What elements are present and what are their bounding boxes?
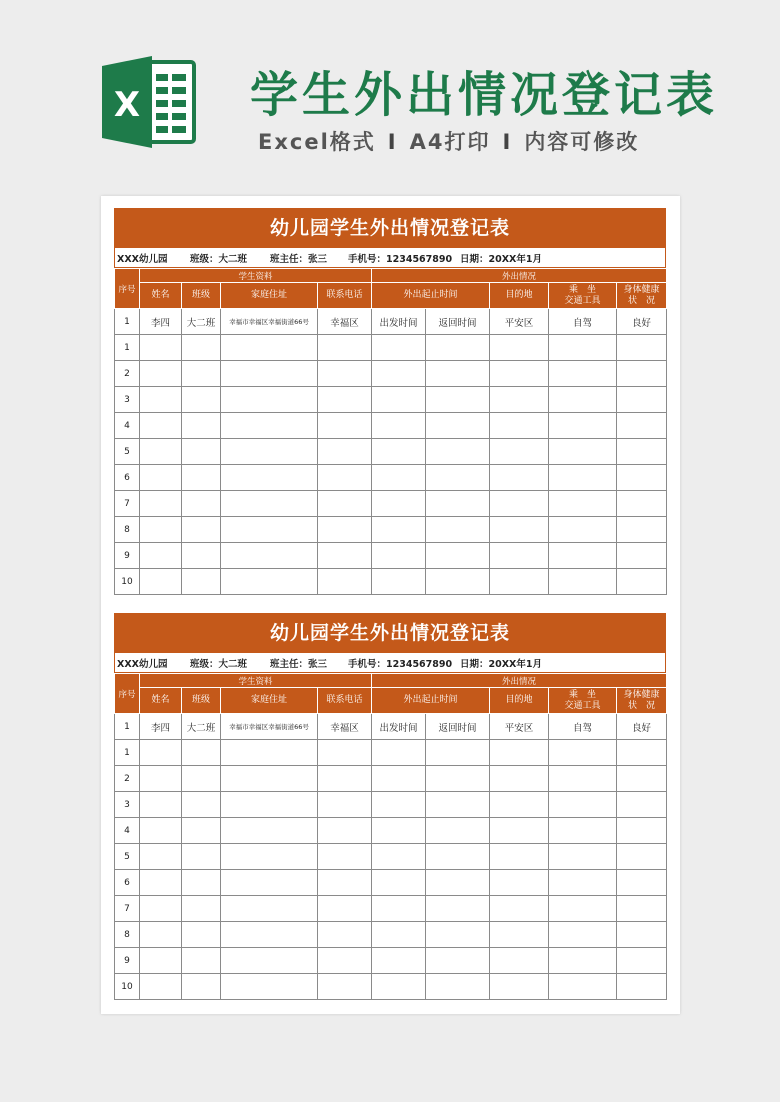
- register-sheet: [114, 208, 666, 595]
- cell-transport[interactable]: [549, 335, 617, 361]
- cell-destination[interactable]: [490, 740, 549, 766]
- school-name: XXX幼儿园: [117, 254, 168, 265]
- cell-transport[interactable]: 自驾: [549, 309, 617, 335]
- table-row: [115, 543, 667, 569]
- cell-destination[interactable]: [490, 766, 549, 792]
- cell-depart-time[interactable]: [372, 792, 426, 818]
- header-row: [115, 688, 667, 714]
- cell-return-time[interactable]: [426, 766, 490, 792]
- row-seq: 9: [115, 543, 140, 569]
- header-address: 家庭住址: [221, 688, 318, 714]
- table-row: [115, 361, 667, 387]
- class-info: 班级：大二班: [190, 254, 248, 265]
- cell-destination[interactable]: [490, 844, 549, 870]
- cell-depart-time[interactable]: [372, 896, 426, 922]
- cell-name[interactable]: [140, 569, 182, 595]
- cell-contact[interactable]: [318, 413, 372, 439]
- cell-depart-time[interactable]: [372, 844, 426, 870]
- cell-contact[interactable]: [318, 439, 372, 465]
- header-address: 家庭住址: [221, 283, 318, 309]
- row-seq: 5: [115, 439, 140, 465]
- cell-name[interactable]: [140, 896, 182, 922]
- cell-return-time[interactable]: [426, 465, 490, 491]
- cell-address[interactable]: [221, 922, 318, 948]
- cell-return-time[interactable]: [426, 974, 490, 1000]
- row-seq: 2: [115, 361, 140, 387]
- cell-contact[interactable]: [318, 543, 372, 569]
- cell-depart-time[interactable]: [372, 569, 426, 595]
- editable-label: 内容可修改: [524, 130, 640, 154]
- cell-health[interactable]: [617, 439, 667, 465]
- cell-class[interactable]: [182, 335, 221, 361]
- cell-contact[interactable]: [318, 896, 372, 922]
- header-health: 身体健康 状 况: [617, 688, 667, 714]
- table-row: [115, 465, 667, 491]
- cell-transport[interactable]: [549, 974, 617, 1000]
- row-seq: 9: [115, 948, 140, 974]
- cell-depart-time[interactable]: [372, 974, 426, 1000]
- cell-address[interactable]: [221, 335, 318, 361]
- cell-destination[interactable]: [490, 948, 549, 974]
- table-row: [115, 517, 667, 543]
- cell-destination[interactable]: [490, 439, 549, 465]
- cell-health[interactable]: [617, 896, 667, 922]
- cell-class[interactable]: [182, 517, 221, 543]
- header-name: 姓名: [140, 688, 182, 714]
- cell-class[interactable]: [182, 387, 221, 413]
- row-seq: 3: [115, 387, 140, 413]
- cell-class[interactable]: [182, 465, 221, 491]
- cell-destination[interactable]: [490, 465, 549, 491]
- cell-contact[interactable]: [318, 844, 372, 870]
- cell-contact[interactable]: [318, 361, 372, 387]
- register-table: [114, 268, 667, 595]
- cell-address[interactable]: [221, 439, 318, 465]
- cell-depart-time[interactable]: [372, 439, 426, 465]
- cell-contact[interactable]: [318, 792, 372, 818]
- banner-title: 学生外出情况登记表: [250, 67, 719, 123]
- cell-destination[interactable]: [490, 569, 549, 595]
- table-row: [115, 870, 667, 896]
- cell-transport[interactable]: [549, 766, 617, 792]
- cell-name[interactable]: [140, 740, 182, 766]
- cell-transport[interactable]: [549, 740, 617, 766]
- cell-name[interactable]: [140, 439, 182, 465]
- cell-address[interactable]: [221, 766, 318, 792]
- table-row: [115, 439, 667, 465]
- cell-transport[interactable]: [549, 439, 617, 465]
- cell-name[interactable]: [140, 948, 182, 974]
- cell-name[interactable]: [140, 974, 182, 1000]
- header-student-group: 学生资料: [140, 674, 372, 688]
- cell-transport[interactable]: [549, 948, 617, 974]
- row-seq: 10: [115, 569, 140, 595]
- header-seq: 序号: [115, 674, 140, 714]
- cell-health[interactable]: 良好: [617, 714, 667, 740]
- row-seq: 1: [115, 309, 140, 335]
- format-label: Excel格式: [258, 130, 376, 154]
- excel-logo-icon: [100, 54, 198, 150]
- cell-contact[interactable]: [318, 569, 372, 595]
- cell-name[interactable]: [140, 413, 182, 439]
- cell-return-time[interactable]: 返回时间: [426, 309, 490, 335]
- cell-destination[interactable]: [490, 517, 549, 543]
- row-seq: 10: [115, 974, 140, 1000]
- cell-transport[interactable]: [549, 818, 617, 844]
- cell-depart-time[interactable]: [372, 922, 426, 948]
- cell-contact[interactable]: [318, 387, 372, 413]
- header-student-group: 学生资料: [140, 269, 372, 283]
- register-sheet: [114, 613, 666, 1000]
- cell-return-time[interactable]: [426, 844, 490, 870]
- cell-class[interactable]: [182, 361, 221, 387]
- cell-address[interactable]: [221, 387, 318, 413]
- cell-name[interactable]: [140, 766, 182, 792]
- header-seq: 序号: [115, 269, 140, 309]
- header-contact: 联系电话: [318, 283, 372, 309]
- cell-transport[interactable]: [549, 569, 617, 595]
- cell-class[interactable]: [182, 766, 221, 792]
- cell-name[interactable]: [140, 818, 182, 844]
- cell-transport[interactable]: 自驾: [549, 714, 617, 740]
- cell-depart-time[interactable]: [372, 948, 426, 974]
- header-destination: 目的地: [490, 283, 549, 309]
- row-seq: 5: [115, 844, 140, 870]
- table-row: [115, 309, 667, 335]
- table-row: [115, 922, 667, 948]
- cell-address[interactable]: [221, 896, 318, 922]
- date-info: 日期：20XX年1月: [460, 659, 542, 670]
- class-info: 班级：大二班: [190, 659, 248, 670]
- table-row: [115, 387, 667, 413]
- cell-destination[interactable]: [490, 896, 549, 922]
- cell-class[interactable]: [182, 896, 221, 922]
- cell-class[interactable]: [182, 792, 221, 818]
- cell-depart-time[interactable]: [372, 766, 426, 792]
- cell-transport[interactable]: [549, 844, 617, 870]
- header-name: 姓名: [140, 283, 182, 309]
- cell-destination[interactable]: [490, 413, 549, 439]
- cell-health[interactable]: [617, 922, 667, 948]
- cell-depart-time[interactable]: [372, 818, 426, 844]
- cell-health[interactable]: [617, 870, 667, 896]
- cell-transport[interactable]: [549, 361, 617, 387]
- cell-class[interactable]: [182, 922, 221, 948]
- phone-info: 手机号：1234567890: [348, 659, 453, 670]
- cell-return-time[interactable]: [426, 896, 490, 922]
- table-row: [115, 335, 667, 361]
- cell-transport[interactable]: [549, 465, 617, 491]
- cell-depart-time[interactable]: [372, 543, 426, 569]
- header-row: [115, 283, 667, 309]
- cell-contact[interactable]: 幸福区: [318, 714, 372, 740]
- cell-transport[interactable]: [549, 543, 617, 569]
- cell-destination[interactable]: 平安区: [490, 714, 549, 740]
- document-page: [101, 196, 680, 1014]
- header-period: 外出起止时间: [372, 283, 490, 309]
- table-row: [115, 896, 667, 922]
- teacher-info: 班主任：张三: [270, 659, 328, 670]
- cell-depart-time[interactable]: [372, 335, 426, 361]
- cell-transport[interactable]: [549, 792, 617, 818]
- cell-address[interactable]: [221, 569, 318, 595]
- cell-contact[interactable]: [318, 465, 372, 491]
- cell-health[interactable]: [617, 792, 667, 818]
- cell-transport[interactable]: [549, 896, 617, 922]
- row-seq: 4: [115, 413, 140, 439]
- cell-transport[interactable]: [549, 870, 617, 896]
- cell-name[interactable]: [140, 361, 182, 387]
- cell-name[interactable]: 李四: [140, 309, 182, 335]
- cell-depart-time[interactable]: 出发时间: [372, 714, 426, 740]
- cell-address[interactable]: [221, 818, 318, 844]
- header-outing-group: 外出情况: [372, 674, 667, 688]
- cell-class[interactable]: [182, 543, 221, 569]
- info-row: [114, 248, 666, 268]
- header-health: 身体健康 状 况: [617, 283, 667, 309]
- header-destination: 目的地: [490, 688, 549, 714]
- row-seq: 8: [115, 517, 140, 543]
- info-row: [114, 653, 666, 673]
- table-row: [115, 818, 667, 844]
- cell-address[interactable]: [221, 870, 318, 896]
- header-outing-group: 外出情况: [372, 269, 667, 283]
- cell-transport[interactable]: [549, 517, 617, 543]
- row-seq: 1: [115, 335, 140, 361]
- cell-health[interactable]: [617, 361, 667, 387]
- cell-contact[interactable]: [318, 491, 372, 517]
- cell-destination[interactable]: [490, 335, 549, 361]
- cell-depart-time[interactable]: [372, 740, 426, 766]
- cell-contact[interactable]: [318, 922, 372, 948]
- cell-name[interactable]: [140, 517, 182, 543]
- cell-address[interactable]: [221, 465, 318, 491]
- cell-address[interactable]: [221, 844, 318, 870]
- table-row: [115, 974, 667, 1000]
- cell-health[interactable]: [617, 818, 667, 844]
- row-seq: 7: [115, 896, 140, 922]
- cell-name[interactable]: [140, 870, 182, 896]
- header-period: 外出起止时间: [372, 688, 490, 714]
- table-row: [115, 740, 667, 766]
- cell-contact[interactable]: [318, 766, 372, 792]
- separator: I: [387, 130, 398, 154]
- cell-return-time[interactable]: [426, 922, 490, 948]
- cell-return-time[interactable]: [426, 948, 490, 974]
- teacher-info: 班主任：张三: [270, 254, 328, 265]
- cell-address[interactable]: [221, 491, 318, 517]
- row-seq: 1: [115, 740, 140, 766]
- date-info: 日期：20XX年1月: [460, 254, 542, 265]
- cell-destination[interactable]: [490, 361, 549, 387]
- cell-health[interactable]: [617, 491, 667, 517]
- cell-name[interactable]: [140, 543, 182, 569]
- cell-contact[interactable]: [318, 517, 372, 543]
- cell-destination[interactable]: 平安区: [490, 309, 549, 335]
- cell-health[interactable]: [617, 948, 667, 974]
- cell-name[interactable]: [140, 465, 182, 491]
- header-transport: 乘 坐 交通工具: [549, 688, 617, 714]
- cell-health[interactable]: [617, 766, 667, 792]
- header-contact: 联系电话: [318, 688, 372, 714]
- cell-address[interactable]: [221, 792, 318, 818]
- table-row: [115, 948, 667, 974]
- cell-health[interactable]: [617, 974, 667, 1000]
- cell-health[interactable]: 良好: [617, 309, 667, 335]
- cell-destination[interactable]: [490, 974, 549, 1000]
- cell-address[interactable]: [221, 974, 318, 1000]
- cell-health[interactable]: [617, 844, 667, 870]
- table-row: [115, 714, 667, 740]
- cell-return-time[interactable]: 返回时间: [426, 714, 490, 740]
- cell-address[interactable]: [221, 740, 318, 766]
- cell-depart-time[interactable]: [372, 870, 426, 896]
- cell-return-time[interactable]: [426, 569, 490, 595]
- cell-health[interactable]: [617, 413, 667, 439]
- print-label: A4打印: [409, 130, 491, 154]
- cell-class[interactable]: [182, 740, 221, 766]
- cell-class[interactable]: [182, 569, 221, 595]
- header-class: 班级: [182, 283, 221, 309]
- row-seq: 3: [115, 792, 140, 818]
- cell-transport[interactable]: [549, 387, 617, 413]
- cell-contact[interactable]: [318, 974, 372, 1000]
- cell-return-time[interactable]: [426, 543, 490, 569]
- cell-health[interactable]: [617, 517, 667, 543]
- cell-health[interactable]: [617, 465, 667, 491]
- cell-class[interactable]: [182, 870, 221, 896]
- cell-class[interactable]: [182, 413, 221, 439]
- cell-class[interactable]: 大二班: [182, 309, 221, 335]
- cell-depart-time[interactable]: [372, 413, 426, 439]
- cell-return-time[interactable]: [426, 387, 490, 413]
- cell-depart-time[interactable]: [372, 491, 426, 517]
- cell-address[interactable]: [221, 413, 318, 439]
- header-group-row: [115, 269, 667, 283]
- cell-class[interactable]: 大二班: [182, 714, 221, 740]
- cell-return-time[interactable]: [426, 818, 490, 844]
- row-seq: 7: [115, 491, 140, 517]
- table-row: [115, 792, 667, 818]
- table-row: [115, 413, 667, 439]
- cell-class[interactable]: [182, 948, 221, 974]
- banner-subtitle: [258, 126, 639, 156]
- row-seq: 2: [115, 766, 140, 792]
- sheet-title: 幼儿园学生外出情况登记表: [114, 613, 666, 653]
- cell-health[interactable]: [617, 543, 667, 569]
- cell-return-time[interactable]: [426, 740, 490, 766]
- cell-health[interactable]: [617, 740, 667, 766]
- banner: [0, 0, 780, 190]
- cell-health[interactable]: [617, 569, 667, 595]
- header-group-row: [115, 674, 667, 688]
- row-seq: 8: [115, 922, 140, 948]
- row-seq: 6: [115, 465, 140, 491]
- cell-destination[interactable]: [490, 792, 549, 818]
- cell-name[interactable]: [140, 491, 182, 517]
- table-row: [115, 766, 667, 792]
- cell-class[interactable]: [182, 439, 221, 465]
- cell-class[interactable]: [182, 844, 221, 870]
- cell-class[interactable]: [182, 818, 221, 844]
- cell-return-time[interactable]: [426, 335, 490, 361]
- cell-depart-time[interactable]: [372, 387, 426, 413]
- cell-return-time[interactable]: [426, 413, 490, 439]
- cell-contact[interactable]: [318, 335, 372, 361]
- table-row: [115, 491, 667, 517]
- cell-depart-time[interactable]: [372, 517, 426, 543]
- cell-class[interactable]: [182, 491, 221, 517]
- cell-transport[interactable]: [549, 491, 617, 517]
- cell-name[interactable]: [140, 792, 182, 818]
- logo-letter: X: [113, 85, 141, 125]
- cell-name[interactable]: [140, 387, 182, 413]
- cell-destination[interactable]: [490, 922, 549, 948]
- cell-address[interactable]: [221, 543, 318, 569]
- cell-name[interactable]: [140, 844, 182, 870]
- cell-return-time[interactable]: [426, 517, 490, 543]
- cell-return-time[interactable]: [426, 870, 490, 896]
- header-transport: 乘 坐 交通工具: [549, 283, 617, 309]
- cell-depart-time[interactable]: [372, 465, 426, 491]
- cell-class[interactable]: [182, 974, 221, 1000]
- cell-return-time[interactable]: [426, 439, 490, 465]
- register-table: [114, 673, 667, 1000]
- cell-contact[interactable]: [318, 740, 372, 766]
- cell-contact[interactable]: [318, 870, 372, 896]
- row-seq: 6: [115, 870, 140, 896]
- header-class: 班级: [182, 688, 221, 714]
- cell-name[interactable]: [140, 335, 182, 361]
- cell-depart-time[interactable]: 出发时间: [372, 309, 426, 335]
- cell-transport[interactable]: [549, 922, 617, 948]
- cell-return-time[interactable]: [426, 361, 490, 387]
- cell-health[interactable]: [617, 387, 667, 413]
- cell-depart-time[interactable]: [372, 361, 426, 387]
- cell-destination[interactable]: [490, 491, 549, 517]
- cell-destination[interactable]: [490, 387, 549, 413]
- cell-return-time[interactable]: [426, 792, 490, 818]
- table-row: [115, 844, 667, 870]
- table-row: [115, 569, 667, 595]
- separator: I: [502, 130, 513, 154]
- cell-address[interactable]: 幸福市幸福区幸福街道66号: [221, 714, 318, 740]
- cell-health[interactable]: [617, 335, 667, 361]
- cell-address[interactable]: [221, 517, 318, 543]
- cell-name[interactable]: [140, 922, 182, 948]
- cell-contact[interactable]: [318, 948, 372, 974]
- cell-address[interactable]: [221, 948, 318, 974]
- cell-name[interactable]: 李四: [140, 714, 182, 740]
- cell-transport[interactable]: [549, 413, 617, 439]
- phone-info: 手机号：1234567890: [348, 254, 453, 265]
- cell-destination[interactable]: [490, 870, 549, 896]
- school-name: XXX幼儿园: [117, 659, 168, 670]
- sheet-title: 幼儿园学生外出情况登记表: [114, 208, 666, 248]
- row-seq: 1: [115, 714, 140, 740]
- cell-contact[interactable]: [318, 818, 372, 844]
- cell-address[interactable]: [221, 361, 318, 387]
- cell-return-time[interactable]: [426, 491, 490, 517]
- row-seq: 4: [115, 818, 140, 844]
- cell-contact[interactable]: 幸福区: [318, 309, 372, 335]
- cell-address[interactable]: 幸福市幸福区幸福街道66号: [221, 309, 318, 335]
- cell-destination[interactable]: [490, 543, 549, 569]
- cell-destination[interactable]: [490, 818, 549, 844]
